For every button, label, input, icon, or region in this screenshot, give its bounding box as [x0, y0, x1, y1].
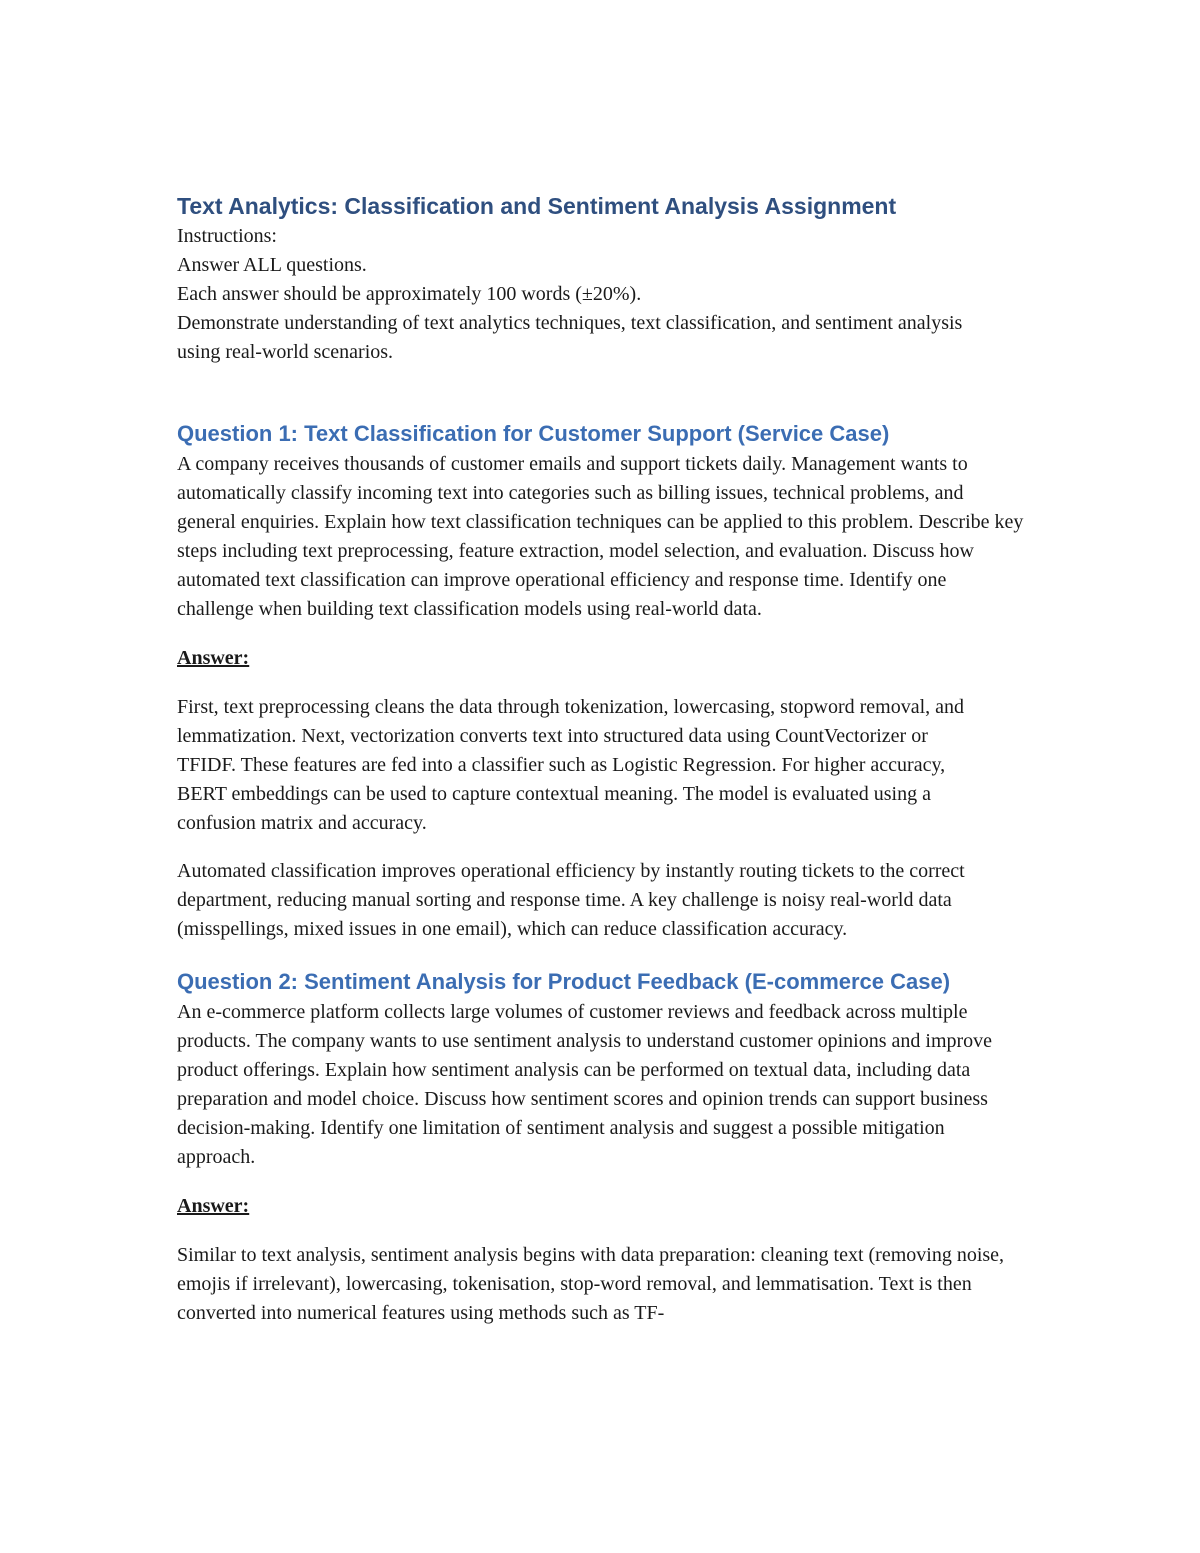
- instructions-block: [177, 222, 1027, 367]
- instruction-item: Each answer should be approximately 100 words (±20%).: [177, 283, 642, 305]
- question-1-answer-paragraph: First, text preprocessing cleans the data through tokenization, lowercasing, stopword removal, and lemmatization. Next, vectorization converts text into structured data using CountVectorizer or TFIDF. These features are fed into a classifier such as Logistic Regression. For higher accuracy, BERT embeddings can be used to capture contextual meaning. The model is evaluated using a confusion matrix and accuracy.: [177, 696, 965, 834]
- question-1-section: [177, 418, 1027, 944]
- question-2-prompt: An e-commerce platform collects large volumes of customer reviews and feedback across multiple products. The company wants to use sentiment analysis to understand customer opinions and improve product offerings. Explain how sentiment analysis can be performed on textual data, including data preparation and model choice. Discuss how sentiment scores and opinion trends can support business decision-making. Identify one limitation of sentiment analysis and suggest a possible mitigation approach.: [177, 1001, 993, 1168]
- question-2-answer-paragraph: Similar to text analysis, sentiment analysis begins with data preparation: cleaning text (removing noise, emojis if irrelevant), lowercasing, tokenisation, stop-word removal, and lemmatisation. Text is then converted into numerical features using methods such as TF-: [177, 1244, 1005, 1324]
- instruction-item: Demonstrate understanding of text analytics techniques, text classification, and sentiment analysis using real-world scenarios.: [177, 312, 963, 363]
- question-2-section: [177, 966, 1027, 1328]
- instruction-item: Answer ALL questions.: [177, 254, 367, 276]
- question-1-prompt: A company receives thousands of customer emails and support tickets daily. Management wants to automatically classify incoming text into categories such as billing issues, technical problems, and general enquiries. Explain how text classification techniques can be applied to this problem. Describe key steps including text preprocessing, feature extraction, model selection, and evaluation. Discuss how automated text classification can improve operational efficiency and response time. Identify one challenge when building text classification models using real-world data.: [177, 453, 1024, 620]
- question-2-answer-label: Answer:: [177, 1195, 250, 1217]
- question-2-heading: Question 2: Sentiment Analysis for Product Feedback (E-commerce Case): [177, 969, 951, 994]
- question-1-heading: Question 1: Text Classification for Customer Support (Service Case): [177, 421, 890, 446]
- document-page: [177, 190, 1027, 1328]
- question-1-answer-label: Answer:: [177, 647, 250, 669]
- question-1-answer-paragraph: Automated classification improves operational efficiency by instantly routing tickets to the correct department, reducing manual sorting and response time. A key challenge is noisy real-world data (misspellings, mixed issues in one email), which can reduce classification accuracy.: [177, 860, 965, 940]
- instructions-label: Instructions:: [177, 225, 277, 247]
- document-title: Text Analytics: Classification and Sentiment Analysis Assignment: [177, 193, 897, 219]
